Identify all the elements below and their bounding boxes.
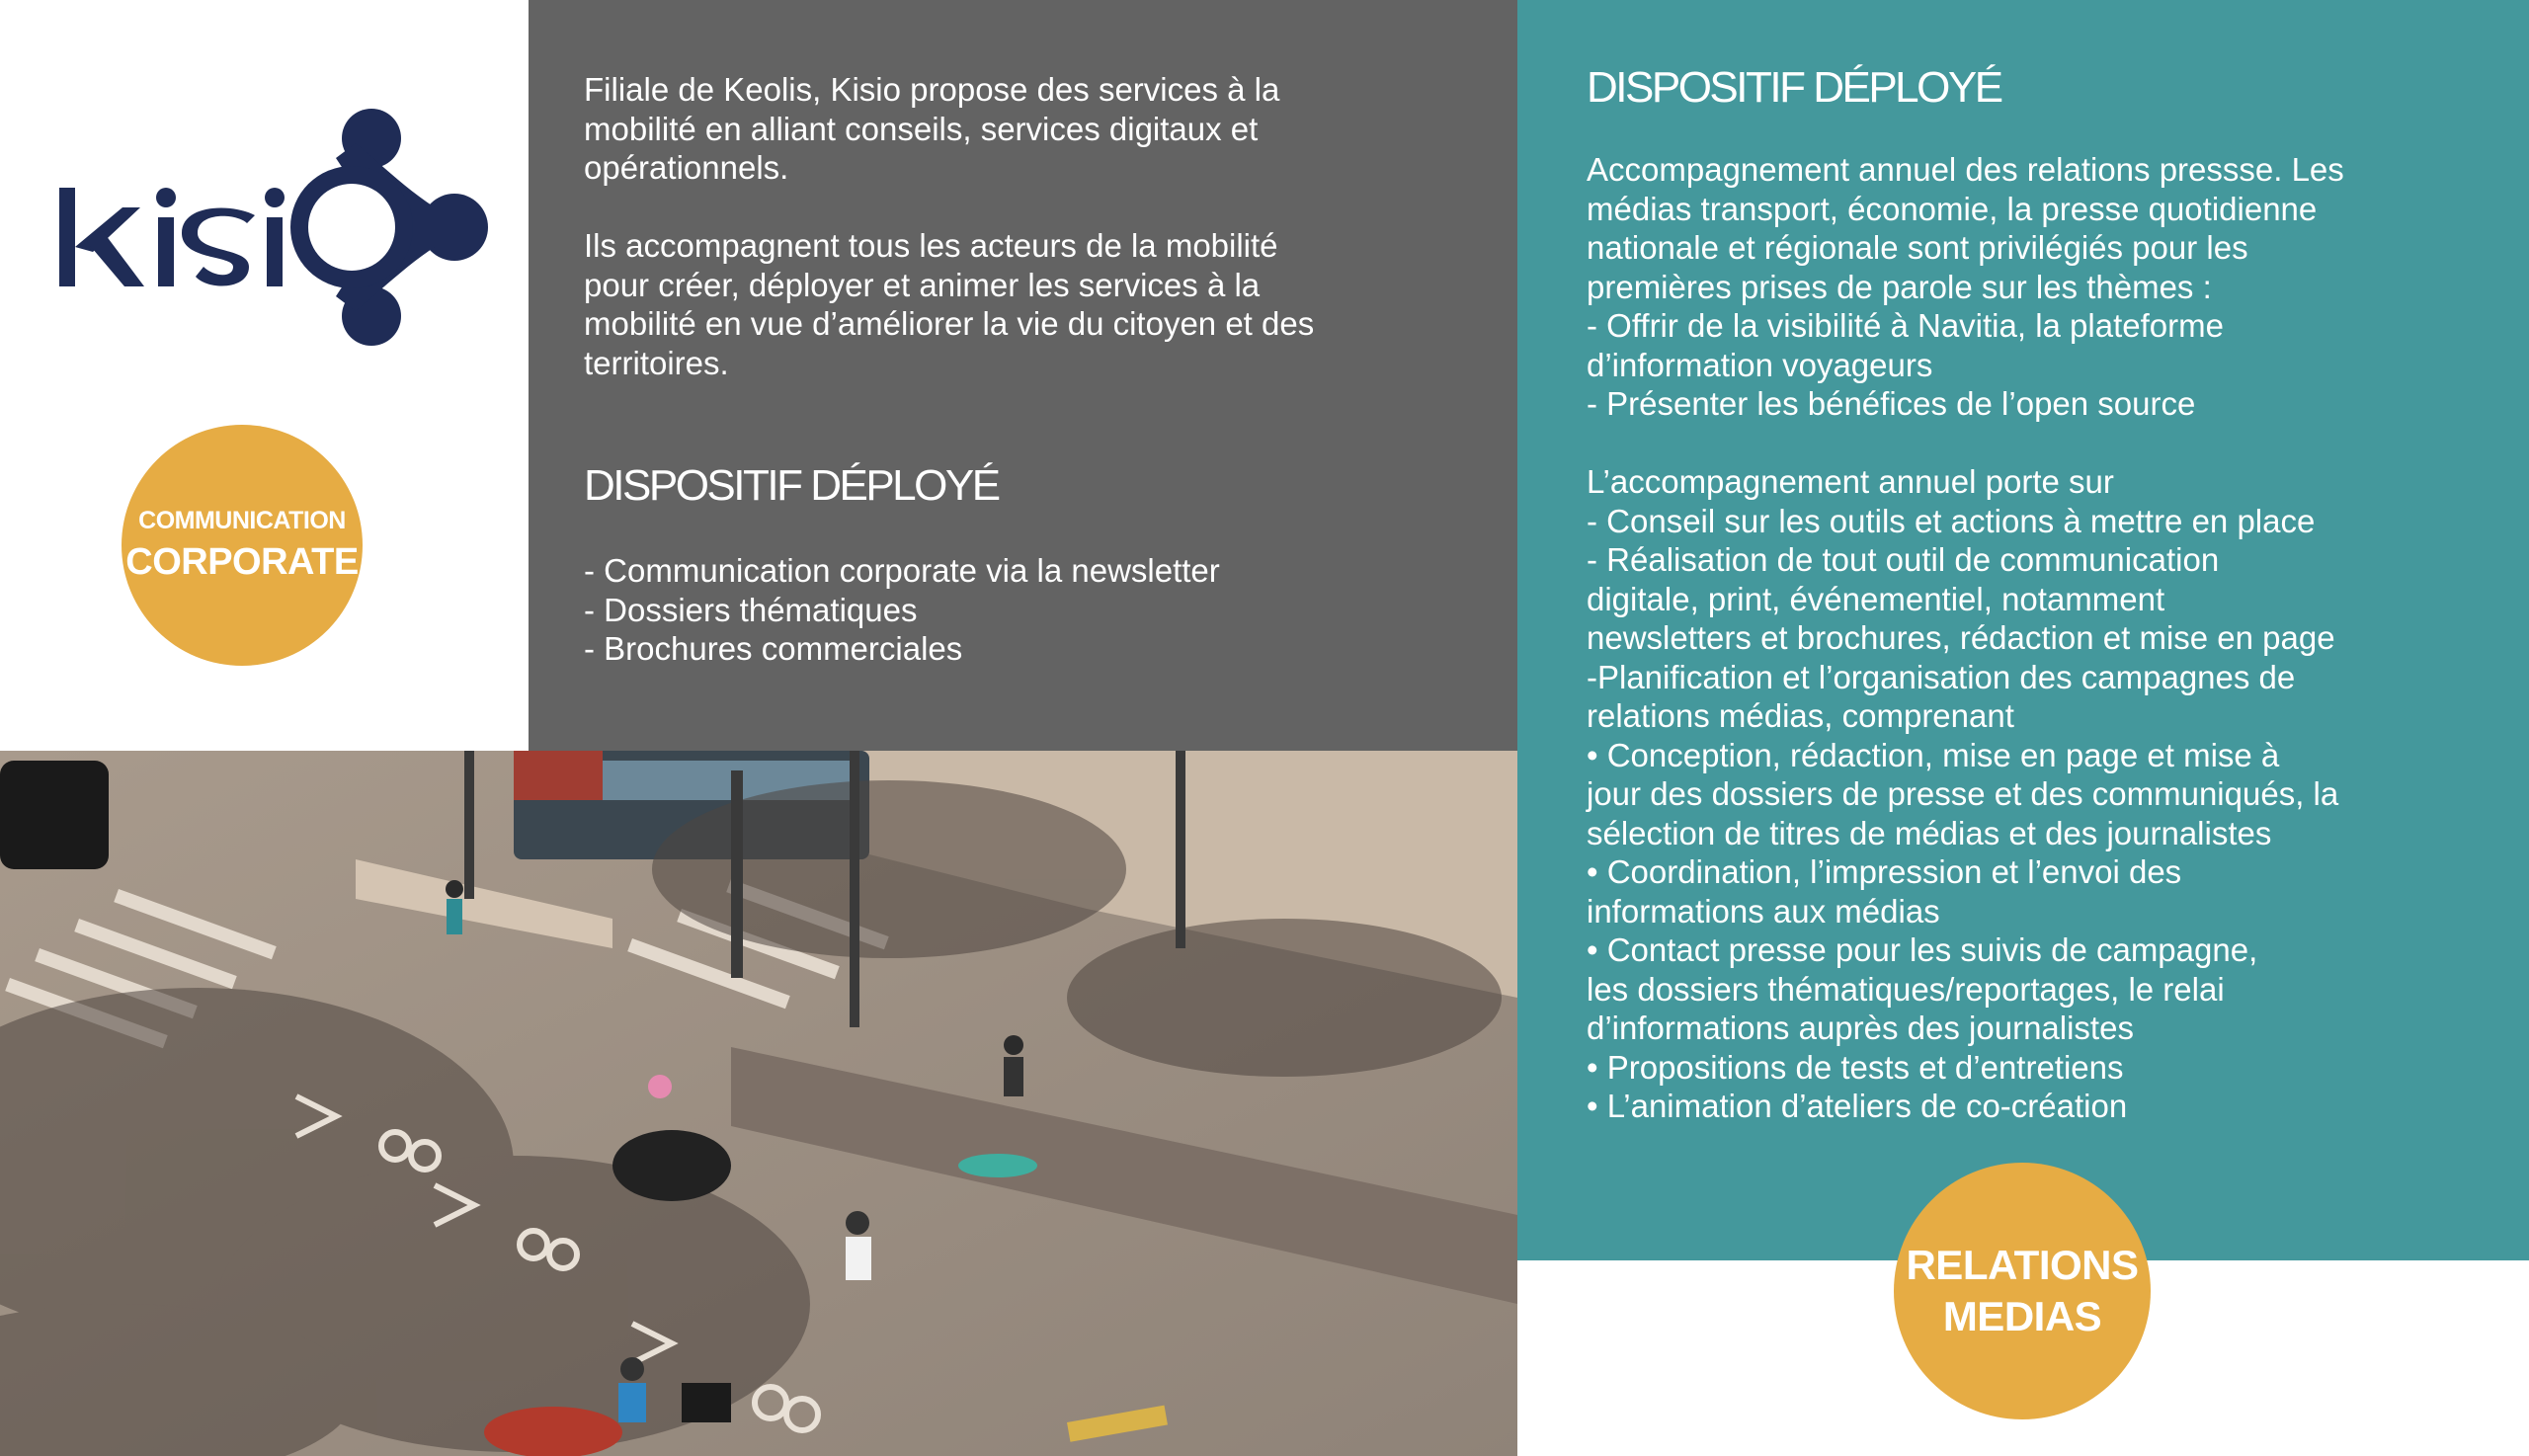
street-scene-illustration [0, 751, 1517, 1456]
badge-line-small: COMMUNICATION [138, 507, 346, 534]
street-photo [0, 751, 1517, 1456]
communication-corporate-badge [122, 425, 363, 666]
company-intro-panel [529, 0, 1517, 751]
kisio-logo [59, 109, 494, 346]
media-relations-panel [1517, 0, 2529, 1260]
logo-panel [0, 0, 529, 751]
relations-medias-badge [1894, 1163, 2151, 1419]
badge-line-1: RELATIONS [1906, 1242, 2139, 1288]
logo-o-inner [308, 184, 395, 271]
logo-letters [59, 188, 285, 286]
right-section-title: DISPOSITIF DÉPLOYÉ [1587, 63, 2001, 112]
intro-text: Filiale de Keolis, Kisio propose des services à la mobilité en alliant conseils, services digitaux et opérationnels. Ils accompagnent tous les acteurs de la mobilité pour créer, déployer et animer les services à la mobilité en vue d’améliorer la vie du citoyen et des territoires. [584, 71, 1315, 381]
badge-line-big: CORPORATE [125, 541, 359, 583]
badge-line-2: MEDIAS [1942, 1293, 2102, 1339]
left-deploy-list: - Communication corporate via la newsletter - Dossiers thématiques - Brochures commerciales [584, 552, 1220, 667]
left-section-title: DISPOSITIF DÉPLOYÉ [584, 461, 999, 510]
right-deploy-text: Accompagnement annuel des relations pressse. Les médias transport, économie, la presse quotidienne nationale et régionale sont privilégiés pour les premières prises de parole sur les thèmes : - Offrir de la visibilité à Navitia, la plateforme d’information voyageurs - Présenter les bénéfices de l’open source L’accompagnement annuel porte sur - Conseil sur les outils et actions à mettre en place - Réalisation de tout outil de communication digitale, print, événementiel, notamment newsletters et brochures, rédaction et mise en page -Planification et l’organisation des campagnes de relations médias, comprenant • Conception, rédaction, mise en page et mise à jour des dossiers de presse et des communiqués, la sélection de titres de médias et des journalistes • Coordination, l’impression et l’envoi des informations aux médias • Contact presse pour les suivis de campagne, les dossiers thématiques/reportages, le relai d’informations auprès des journalistes • Propositions de tests et d’entretiens • L’animation d’ateliers de co-création [1587, 151, 2344, 1124]
